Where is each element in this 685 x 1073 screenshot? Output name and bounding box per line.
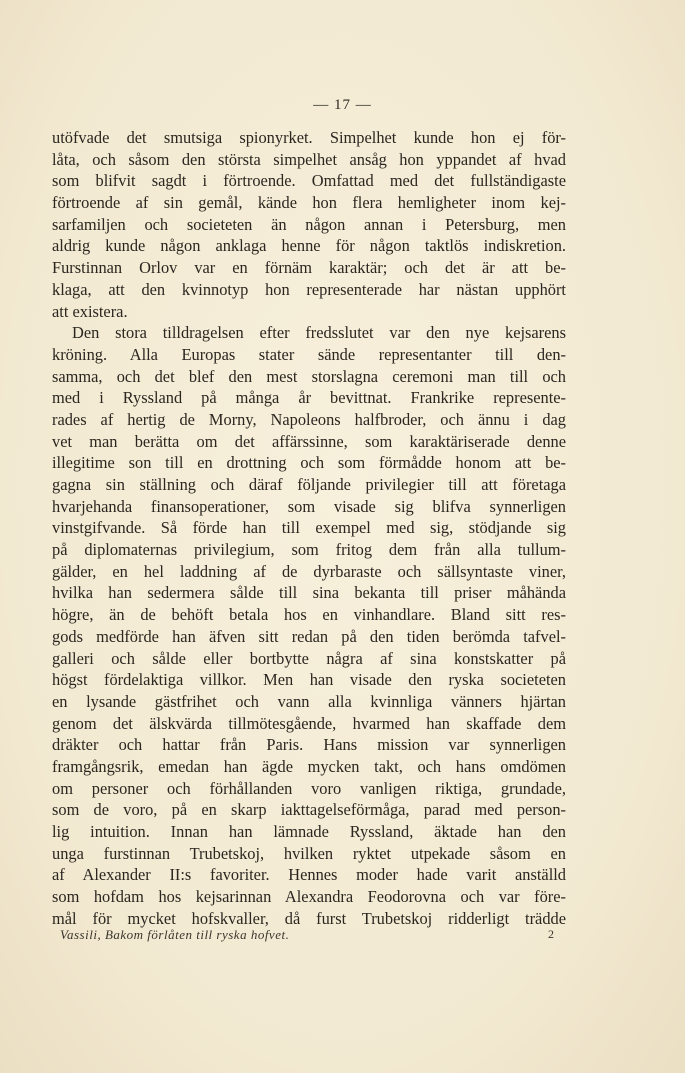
text-line: utöfvade det smutsiga spionyrket. Simpelhet kunde hon ej för- — [52, 128, 566, 147]
sheet-number: 2 — [548, 927, 554, 941]
text-line: vinstgifvande. Så förde han till exempel med sig, stödjande sig — [52, 518, 566, 538]
text-line: en lysande gästfrihet och vann alla kvinnliga vänners hjärtan — [52, 691, 566, 711]
text-line: sarfamiljen och societeten än någon annan i Petersburg, men — [52, 214, 566, 234]
text-line: att existera. — [52, 301, 128, 321]
text-line: på diplomaternas privilegium, som fritog dem från alla tullum- — [52, 540, 566, 560]
text-line: Den stora tilldragelsen efter fredsslutet var den nye kejsarens — [72, 323, 566, 343]
text-line: mål för mycket hofskvaller, då furst Trubetskoj ridderligt trädde — [52, 908, 566, 928]
text-line: unga furstinnan Trubetskoj, hvilken ryktet utpekade såsom en — [52, 843, 566, 863]
text-line: gälder, en hel laddning af de dyrbaraste och sällsyntaste viner, — [52, 561, 566, 581]
text-line: som hofdam hos kejsarinnan Alexandra Feodorovna och var före- — [52, 887, 566, 907]
signature-line: Vassili, Bakom förlåten till ryska hofvet. — [60, 927, 290, 942]
text-line: med i Ryssland på många år bevittnat. Frankrike represente- — [52, 388, 566, 408]
text-line: aldrig kunde någon anklaga henne för någon taktlös indiskretion. — [52, 236, 566, 256]
text-line: högre, än de behöft betala hos en vinhandlare. Bland sitt res- — [52, 605, 566, 625]
text-line: lig intuition. Innan han lämnade Ryssland, äktade han den — [52, 822, 566, 841]
text-line: förtroende af sin gemål, kände hon flera hemligheter inom kej- — [52, 193, 566, 213]
text-line: galleri och sålde eller bortbytte några af sina konstskatter på — [52, 648, 566, 668]
text-line: af Alexander II:s favoriter. Hennes moder hade varit anställd — [52, 865, 566, 885]
text-line: samma, och det blef den mest storslagna ceremoni man till och — [52, 366, 566, 386]
text-line: som blifvit sagdt i förtroende. Omfattad med det fullständigaste — [52, 171, 566, 191]
text-line: kröning. Alla Europas stater sände representanter till den- — [52, 344, 566, 364]
text-line: dräkter och hattar från Paris. Hans mission var synnerligen — [52, 735, 566, 755]
text-line: genom det älskvärda tillmötesgående, hvarmed han skaffade dem — [52, 713, 566, 733]
text-line: gods medförde han äfven sitt redan på den tiden berömda tafvel- — [52, 626, 566, 646]
page-number: — 17 — — [313, 97, 372, 113]
text-line: rades af hertig de Morny, Napoleons halfbroder, och ännu i dag — [52, 409, 566, 429]
text-line: vet man berätta om det affärssinne, som karaktäriserade denne — [52, 431, 566, 451]
text-line: låta, och såsom den största simpelhet ansåg hon yppandet af hvad — [52, 149, 566, 169]
text-line: klaga, att den kvinnotyp hon representerade har nästan upphört — [52, 279, 566, 299]
body-text — [52, 127, 566, 929]
text-line: hvarjehanda finansoperationer, som visade sig blifva synnerligen — [52, 496, 566, 516]
text-line: som de voro, på en skarp iakttagelseförmåga, parad med person- — [52, 800, 566, 820]
text-line: om personer och förhållanden voro vanligen riktiga, grundade, — [52, 778, 566, 798]
text-line: hvilka han sedermera sålde till sina bekanta till priser måhända — [52, 583, 566, 603]
text-line: Furstinnan Orlov var en förnäm karaktär; och det är att be- — [52, 258, 566, 278]
text-line: gagna sin ställning och däraf följande privilegier till att företaga — [52, 475, 566, 494]
text-line: högst fördelaktiga villkor. Men han visade den ryska societeten — [52, 670, 566, 690]
text-line: illegitime son till en drottning och som förmådde honom att be- — [52, 453, 566, 473]
text-line: framgångsrik, emedan han ägde mycken takt, och hans omdömen — [52, 756, 566, 776]
